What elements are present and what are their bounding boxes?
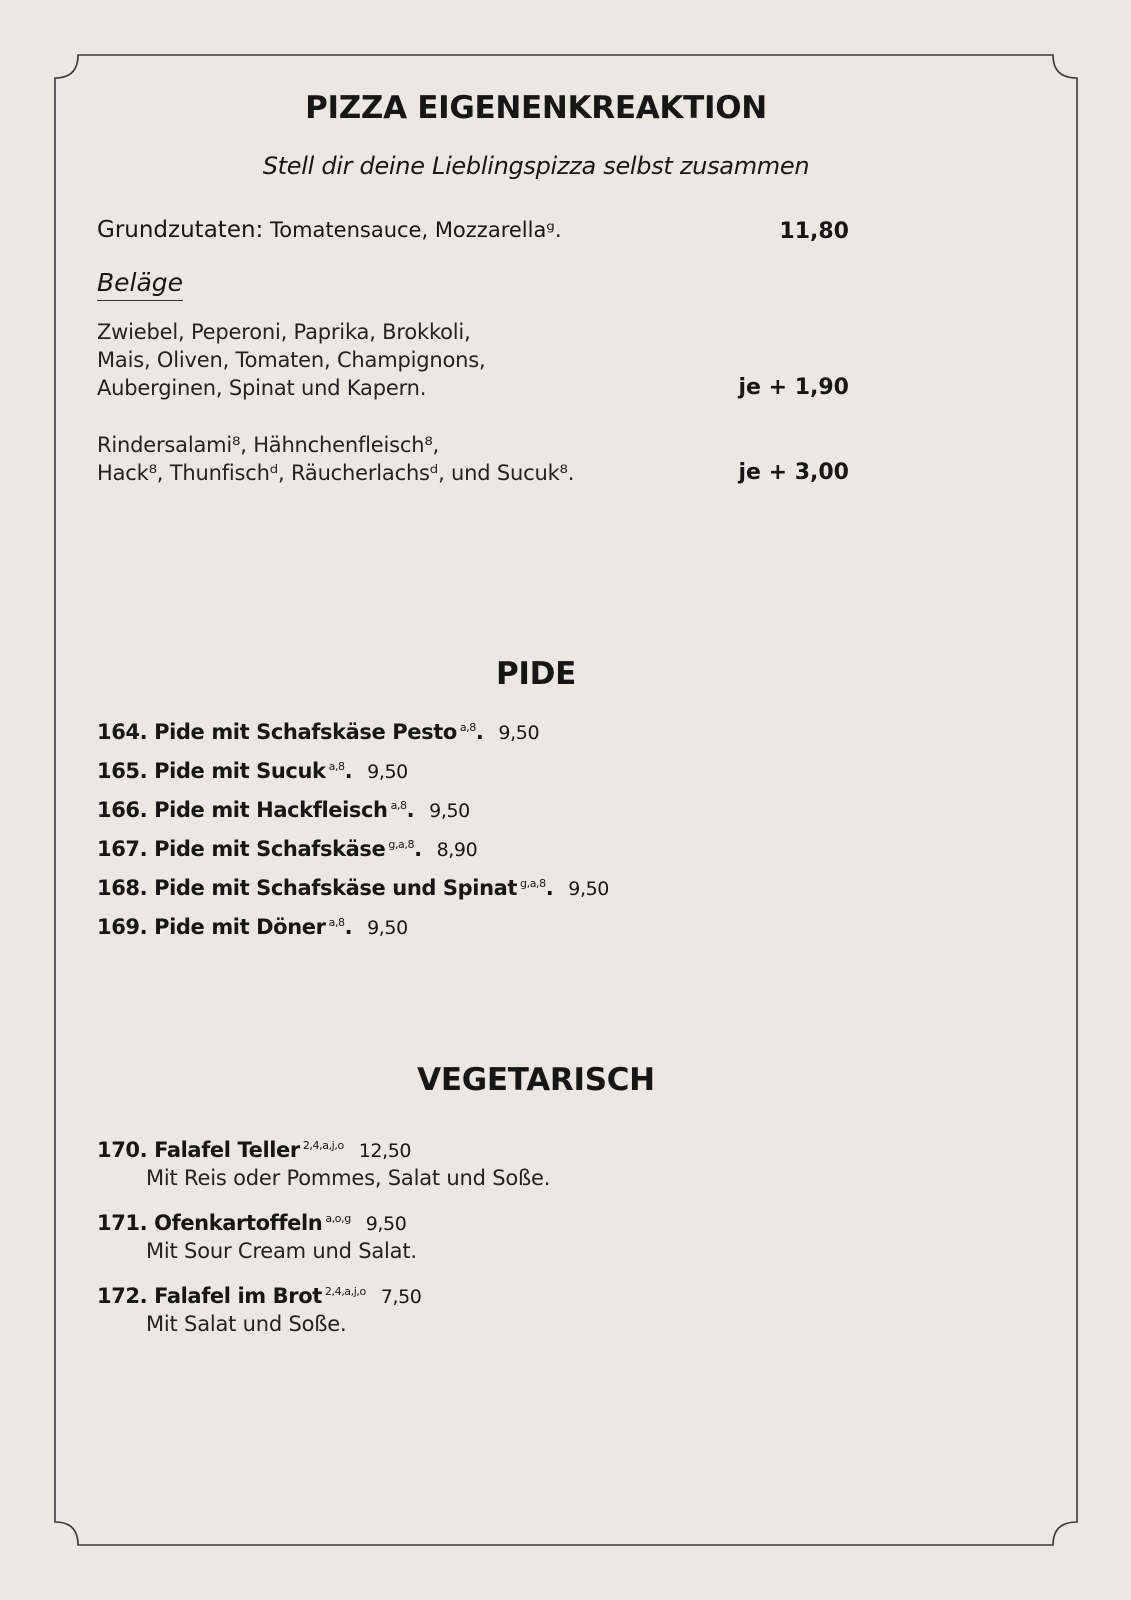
item-name: Pide mit Döner bbox=[154, 915, 326, 939]
topping-group-meat bbox=[97, 431, 574, 487]
item-name: Pide mit Hackfleisch bbox=[154, 798, 388, 822]
topping-price-veg: je + 1,90 bbox=[738, 375, 849, 400]
pizza-section-title: PIZZA EIGENENKREAKTION bbox=[305, 90, 767, 126]
topping-line: Hack⁸, Thunfischᵈ, Räucherlachsᵈ, und Sucuk⁸. bbox=[97, 461, 575, 485]
item-price: 9,50 bbox=[365, 1213, 407, 1235]
item-allergens: 2,4,a,j,o bbox=[302, 1139, 344, 1152]
item-number: 171. bbox=[97, 1211, 148, 1235]
item-price: 9,50 bbox=[367, 761, 408, 783]
topping-group-veg bbox=[97, 318, 485, 402]
item-name: Falafel Teller bbox=[154, 1138, 300, 1162]
item-number: 170. bbox=[97, 1138, 148, 1162]
item-price: 8,90 bbox=[436, 839, 478, 861]
item-price: 7,50 bbox=[380, 1286, 422, 1308]
item-price: 12,50 bbox=[358, 1140, 412, 1162]
pizza-subtitle: Stell dir deine Lieblingspizza selbst zusammen bbox=[262, 152, 810, 180]
item-allergens: a,8 bbox=[328, 916, 345, 929]
menu-item bbox=[97, 1211, 406, 1235]
base-ingredients-row bbox=[97, 217, 562, 243]
item-description: Mit Sour Cream und Salat. bbox=[146, 1239, 417, 1263]
item-name: Pide mit Schafskäse bbox=[154, 837, 386, 861]
menu-item: 169. Pide mit Döner $^{a,8}$. 9,50 bbox=[97, 915, 408, 939]
menu-item bbox=[97, 1138, 411, 1162]
item-name: Pide mit Schafskäse und Spinat bbox=[154, 876, 518, 900]
menu-item: 165. Pide mit Sucuk $^{a,8}$. 9,50 bbox=[97, 759, 408, 783]
pide-section-title: PIDE bbox=[496, 656, 576, 692]
vegetarisch-section-title: VEGETARISCH bbox=[417, 1062, 655, 1098]
item-name: Pide mit Sucuk bbox=[154, 759, 326, 783]
base-ingredients: Tomatensauce, Mozzarellaᵍ. bbox=[269, 218, 562, 242]
item-number: 166. bbox=[97, 798, 148, 822]
item-name: Falafel im Brot bbox=[154, 1284, 322, 1308]
item-name: Ofenkartoffeln bbox=[154, 1211, 323, 1235]
item-allergens: g,a,8 bbox=[388, 838, 415, 851]
item-allergens: 2,4,a,j,o bbox=[324, 1285, 366, 1298]
topping-line: Auberginen, Spinat und Kapern. bbox=[97, 376, 427, 400]
topping-line: Zwiebel, Peperoni, Paprika, Brokkoli, bbox=[97, 320, 471, 344]
item-allergens: a,8 bbox=[328, 760, 345, 773]
item-price: 9,50 bbox=[429, 800, 470, 822]
menu-item: 167. Pide mit Schafskäse $^{g,a,8}$. 8,90 bbox=[97, 837, 478, 861]
item-allergens: a,8 bbox=[459, 721, 476, 734]
item-price: 9,50 bbox=[568, 878, 609, 900]
menu-item: 168. Pide mit Schafskäse und Spinat $^{g,a,8}$. 9,50 bbox=[97, 876, 609, 900]
menu-item: 164. Pide mit Schafskäse Pesto $^{a,8}$. 9,50 bbox=[97, 720, 540, 744]
menu-item bbox=[97, 1284, 421, 1308]
menu-item: 166. Pide mit Hackfleisch $^{a,8}$. 9,50 bbox=[97, 798, 470, 822]
base-label: Grundzutaten: bbox=[97, 217, 264, 243]
item-description: Mit Reis oder Pommes, Salat und Soße. bbox=[146, 1166, 551, 1190]
topping-line: Rindersalami⁸, Hähnchenfleisch⁸, bbox=[97, 433, 440, 457]
toppings-heading: Beläge bbox=[97, 268, 183, 301]
item-allergens: a,o,g bbox=[325, 1212, 351, 1225]
topping-price-meat: je + 3,00 bbox=[738, 460, 849, 485]
item-number: 172. bbox=[97, 1284, 148, 1308]
item-number: 169. bbox=[97, 915, 148, 939]
item-number: 164. bbox=[97, 720, 148, 744]
item-number: 168. bbox=[97, 876, 148, 900]
item-allergens: g,a,8 bbox=[520, 877, 546, 890]
topping-line: Mais, Oliven, Tomaten, Champignons, bbox=[97, 348, 486, 372]
item-price: 9,50 bbox=[498, 722, 540, 744]
item-description: Mit Salat und Soße. bbox=[146, 1312, 347, 1336]
item-price: 9,50 bbox=[367, 917, 408, 939]
item-name: Pide mit Schafskäse Pesto bbox=[154, 720, 457, 744]
item-number: 167. bbox=[97, 837, 148, 861]
item-number: 165. bbox=[97, 759, 148, 783]
base-price: 11,80 bbox=[779, 219, 849, 244]
item-allergens: a,8 bbox=[390, 799, 407, 812]
